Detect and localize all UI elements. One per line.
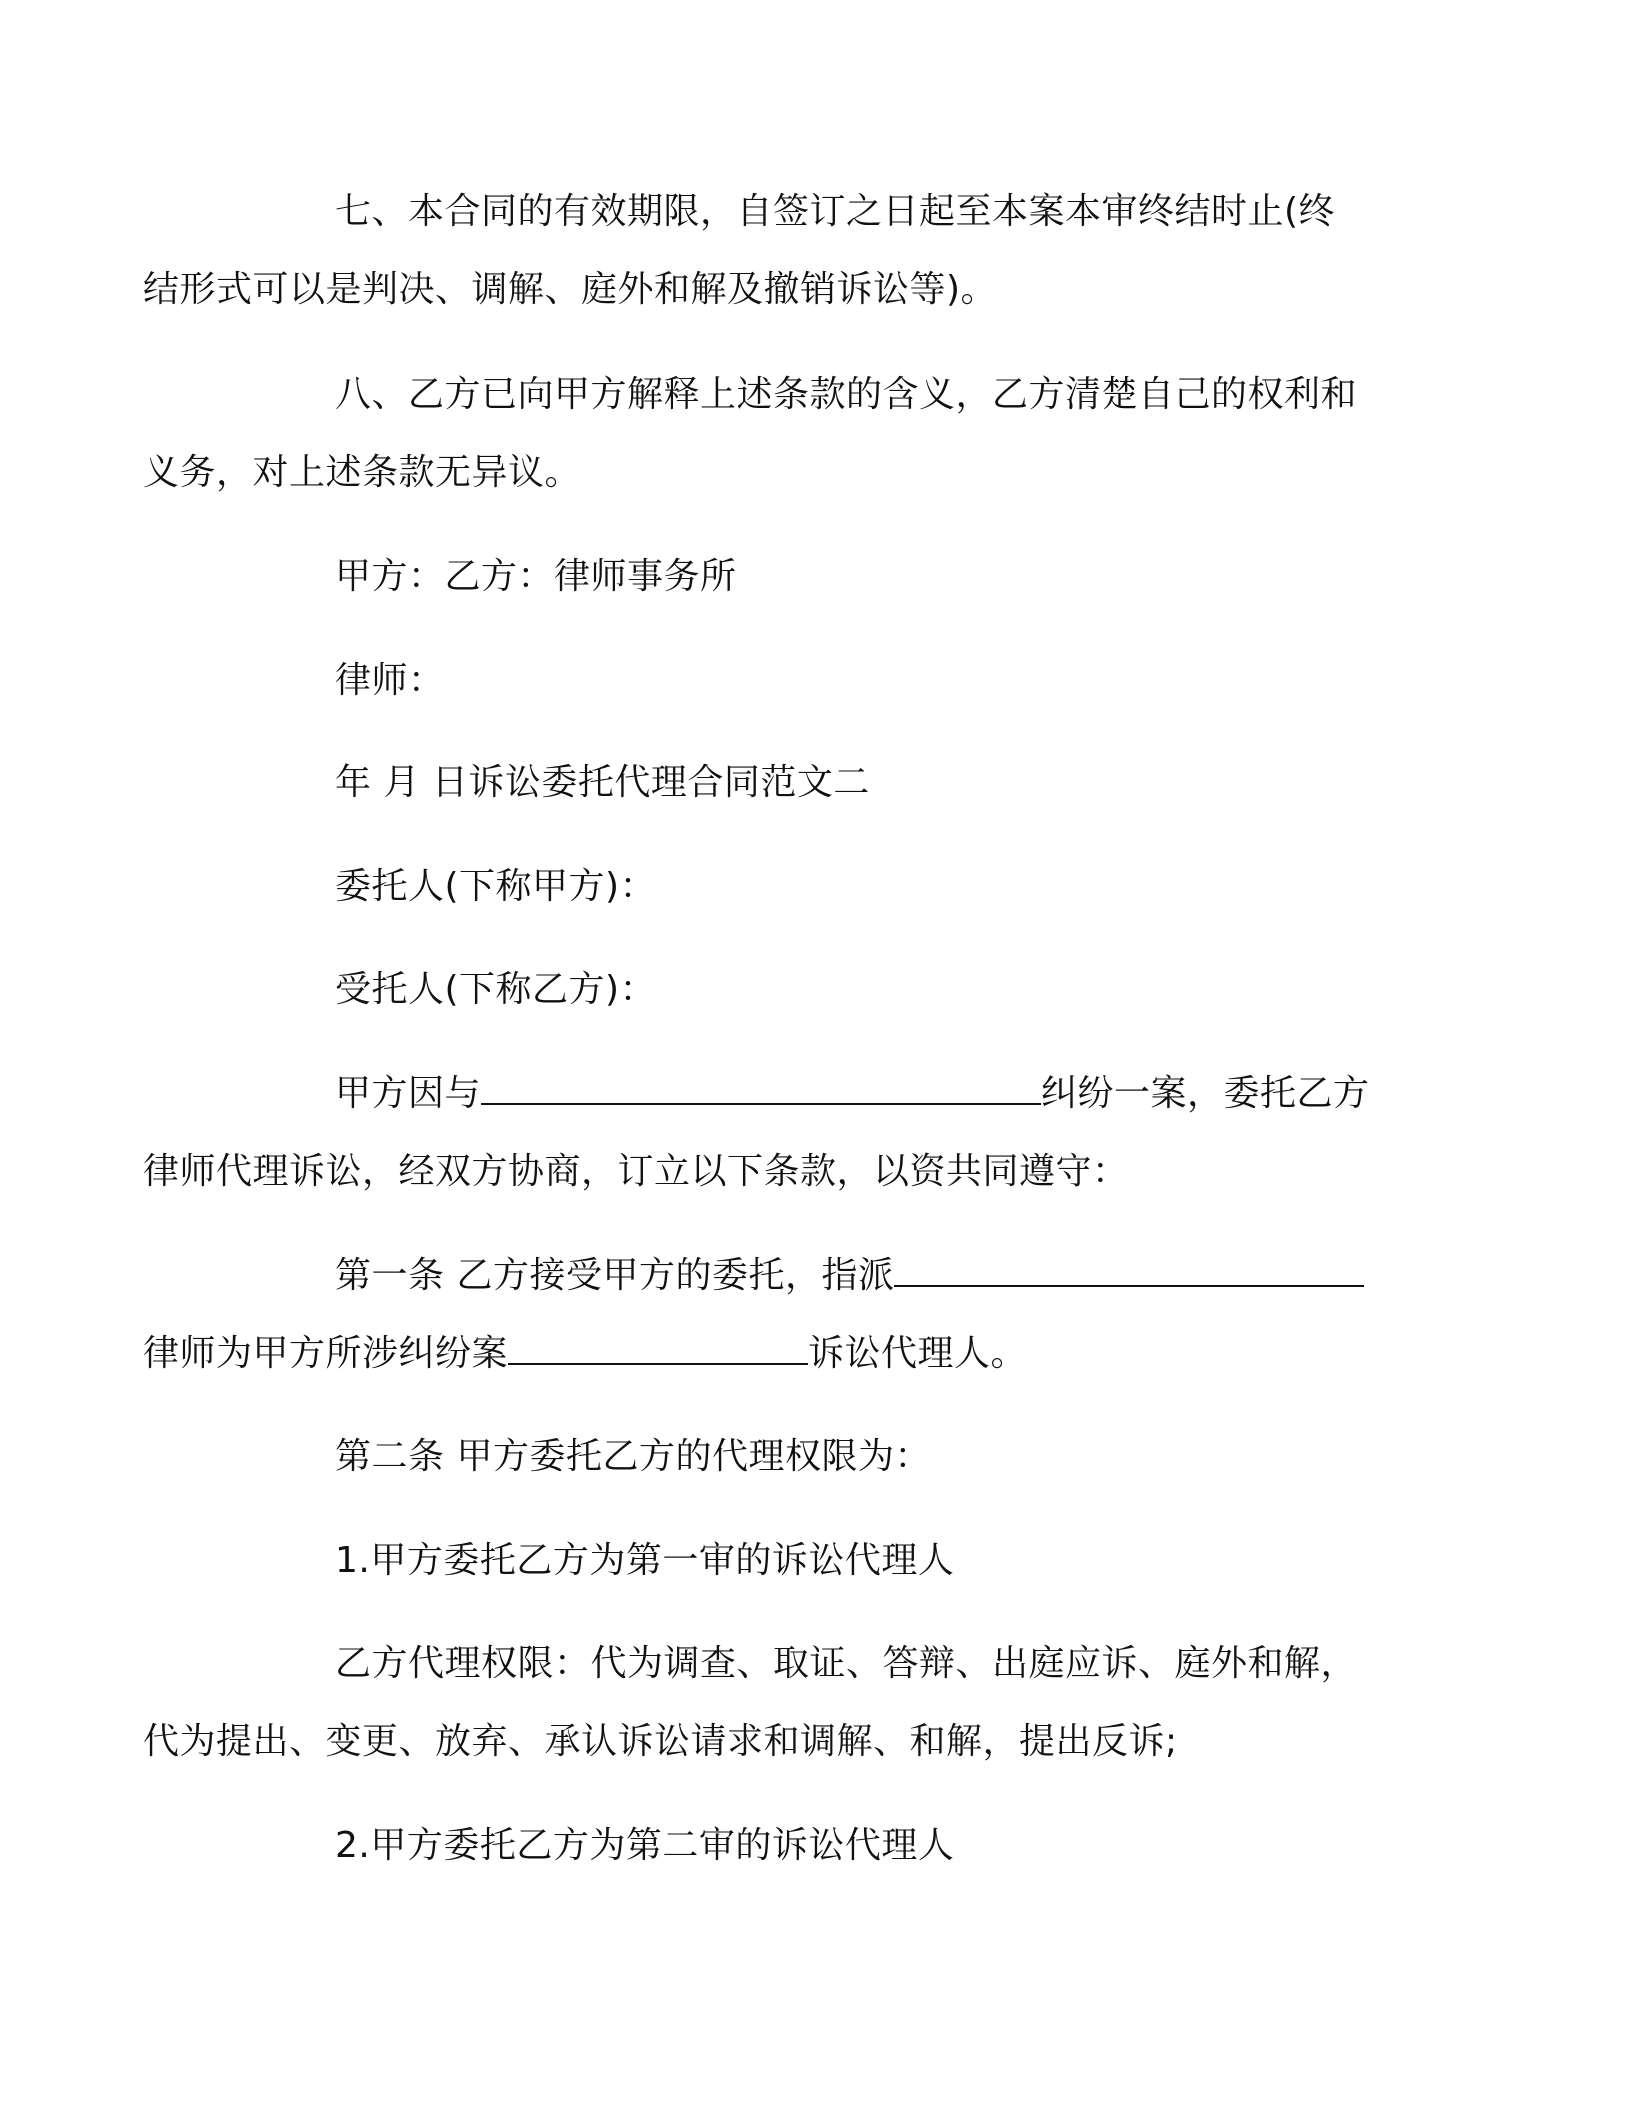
article-one-line1 <box>239 1237 1399 1315</box>
signature-parties: 甲方：乙方：律师事务所 <box>335 556 737 597</box>
date-and-title: 年 月 日诉讼委托代理合同范文二 <box>335 762 870 803</box>
case-type-blank <box>508 1329 808 1365</box>
dispute-party-blank <box>481 1069 1041 1105</box>
clause-eight-line1: 八、乙方已向甲方解释上述条款的含义，乙方清楚自己的权利和 <box>335 374 1358 415</box>
article-one-line2 <box>143 1315 1399 1393</box>
intro-paragraph <box>143 1055 1399 1211</box>
article-one <box>143 1237 1399 1393</box>
article-one-line2-before: 律师为甲方所涉纠纷案 <box>143 1333 509 1374</box>
intro-line2: 律师代理诉讼，经双方协商，订立以下条款，以资共同遵守： <box>143 1151 1129 1192</box>
article-one-line2-after: 诉讼代理人。 <box>808 1333 1028 1374</box>
item-one: 1.甲方委托乙方为第一审的诉讼代理人 <box>335 1540 955 1581</box>
principal-line: 委托人(下称甲方)： <box>335 866 657 907</box>
clause-eight <box>143 356 1399 512</box>
intro-before-blank: 甲方因与 <box>335 1073 482 1114</box>
agent-line: 受托人(下称乙方)： <box>335 969 657 1010</box>
scope-one-line1: 乙方代理权限：代为调查、取证、答辩、出庭应诉、庭外和解， <box>335 1643 1358 1684</box>
article-two: 第二条 甲方委托乙方的代理权限为： <box>335 1436 931 1477</box>
article-one-before-blank: 第一条 乙方接受甲方的委托，指派 <box>335 1255 895 1296</box>
intro-after-blank: 纠纷一案，委托乙方 <box>1041 1073 1370 1114</box>
scope-one-line2: 代为提出、变更、放弃、承认诉讼请求和调解、和解，提出反诉; <box>143 1721 1178 1762</box>
clause-seven <box>143 173 1399 329</box>
intro-line1 <box>239 1055 1399 1133</box>
clause-eight-line2: 义务，对上述条款无异议。 <box>143 452 582 493</box>
item-two: 2.甲方委托乙方为第二审的诉讼代理人 <box>335 1825 955 1866</box>
clause-seven-line2: 结形式可以是判决、调解、庭外和解及撤销诉讼等)。 <box>143 269 998 310</box>
signature-lawyer: 律师： <box>335 660 445 701</box>
clause-seven-line1: 七、本合同的有效期限，自签订之日起至本案本审终结时止(终 <box>335 191 1336 232</box>
scope-one <box>143 1625 1399 1781</box>
lawyer-name-blank <box>894 1251 1364 1287</box>
